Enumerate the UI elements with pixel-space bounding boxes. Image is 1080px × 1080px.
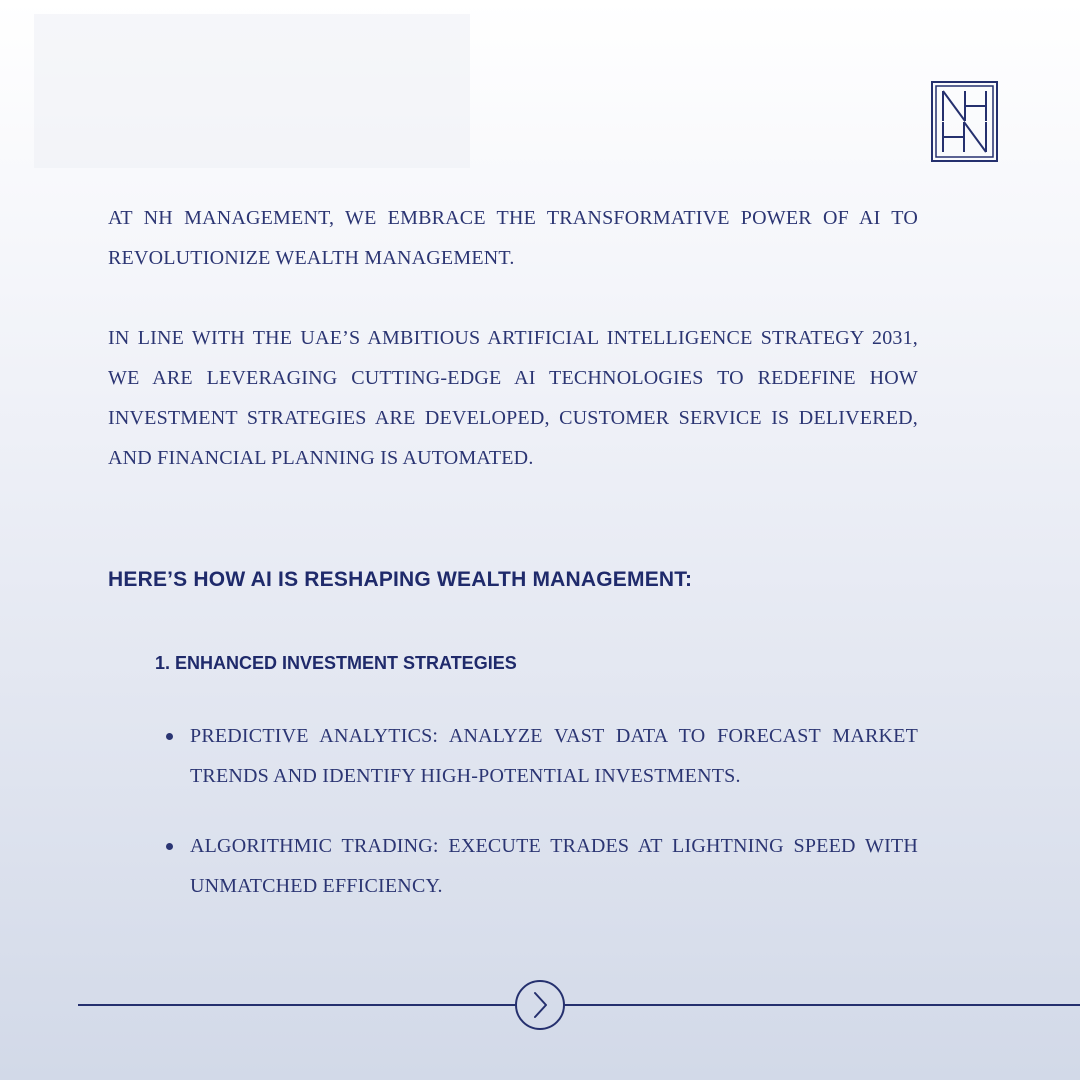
section-heading: HERE’S HOW AI IS RESHAPING WEALTH MANAGEMENT: bbox=[108, 568, 693, 591]
nh-monogram-icon bbox=[931, 81, 998, 162]
section-subheading: 1. ENHANCED INVESTMENT STRATEGIES bbox=[155, 653, 517, 673]
list-item bbox=[166, 826, 918, 906]
bullet-dot-icon bbox=[166, 843, 173, 850]
background-panel bbox=[34, 14, 470, 168]
intro-paragraph-1: AT NH MANAGEMENT, WE EMBRACE THE TRANSFORMATIVE POWER OF AI TO REVOLUTIONIZE WEALTH MANAGEMENT. bbox=[108, 207, 918, 269]
list-item bbox=[166, 716, 918, 796]
nh-logo bbox=[931, 81, 998, 162]
divider-left bbox=[78, 1004, 516, 1006]
bullet-dot-icon bbox=[166, 733, 173, 740]
next-slide-button[interactable] bbox=[515, 980, 565, 1030]
intro-paragraph-2: IN LINE WITH THE UAE’S AMBITIOUS ARTIFICIAL INTELLIGENCE STRATEGY 2031, WE ARE LEVERAGING CUTTING-EDGE AI TECHNOLOGIES TO REDEFINE HOW INVESTMENT STRATEGIES ARE DEVELOPED, CUSTOMER SERVICE IS DELIVERED, AND FINANCIAL PLANNING IS AUTOMATED. bbox=[108, 327, 918, 469]
bullet-text: PREDICTIVE ANALYTICS: ANALYZE VAST DATA TO FORECAST MARKET TRENDS AND IDENTIFY HIGH-POTENTIAL INVESTMENTS. bbox=[190, 725, 918, 787]
divider-right bbox=[564, 1004, 1080, 1006]
bullet-text: ALGORITHMIC TRADING: EXECUTE TRADES AT LIGHTNING SPEED WITH UNMATCHED EFFICIENCY. bbox=[190, 835, 918, 897]
chevron-right-icon bbox=[517, 982, 563, 1028]
